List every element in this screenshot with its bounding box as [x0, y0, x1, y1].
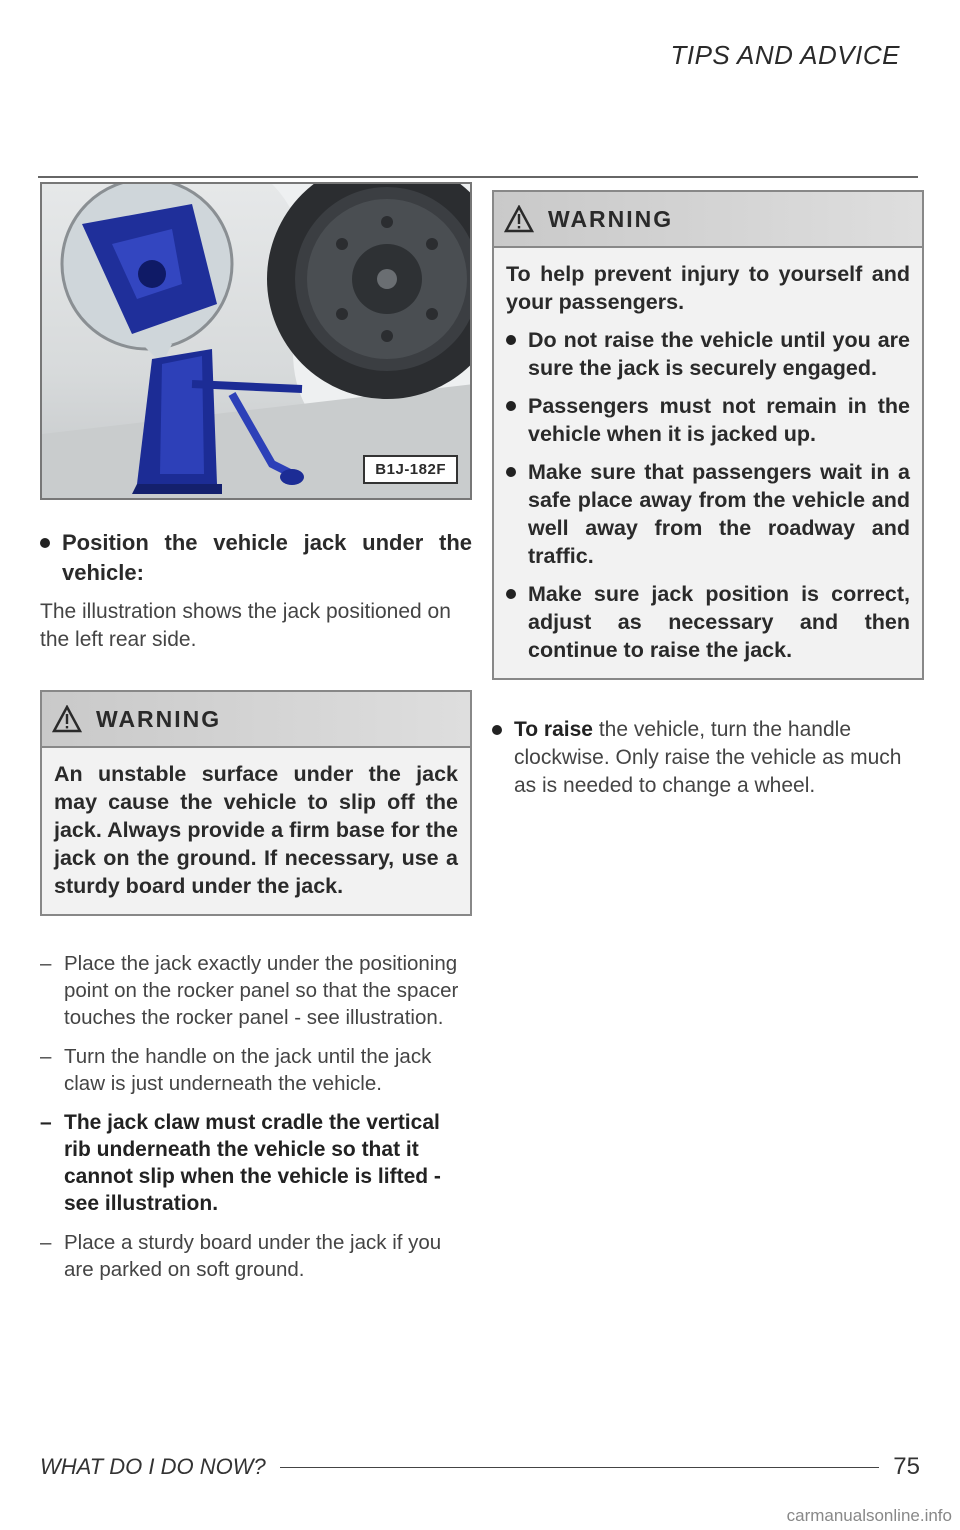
car-jack-wheel-illustration — [42, 184, 472, 500]
step-item: – Place a sturdy board under the jack if you are parked on soft ground. — [40, 1231, 442, 1281]
warning-title: WARNING — [96, 705, 222, 732]
warning-item: Do not raise the vehicle until you are sure the jack is securely engaged. — [506, 326, 910, 382]
page-number: 75 — [893, 1453, 920, 1480]
warning-triangle-icon — [52, 705, 82, 733]
bullet-icon — [40, 538, 50, 548]
warning-item: Make sure jack position is correct, adjust as necessary and then continue to raise the jack. — [506, 580, 910, 664]
raise-instruction: To raise the vehicle, turn the handle clockwise. Only raise the vehicle as much as is needed to change a wheel. — [492, 716, 924, 800]
step-item-important: – The jack claw must cradle the vertical rib underneath the vehicle so that it cannot slip when the vehicle is lifted - see illustration. — [40, 1111, 441, 1215]
jack-illustration — [40, 182, 472, 500]
illustration-description: The illustration shows the jack positioned on the left rear side. — [40, 600, 451, 651]
position-jack-heading: Position the vehicle jack under the vehicle: — [40, 528, 472, 588]
bullet-icon — [506, 401, 516, 411]
header-rule — [38, 176, 918, 178]
warning-item: Make sure that passengers wait in a safe place away from the vehicle and well away from the roadway and traffic. — [506, 458, 910, 570]
page-header: TIPS AND ADVICE — [670, 40, 900, 70]
right-column — [492, 190, 924, 800]
bullet-icon — [492, 725, 502, 735]
section-title: WHAT DO I DO NOW? — [40, 1454, 266, 1479]
page-footer — [40, 1452, 920, 1482]
bullet-icon — [506, 335, 516, 345]
warning-item: Passengers must not remain in the vehicle when it is jacked up. — [506, 392, 910, 448]
bullet-icon — [506, 467, 516, 477]
figure-code: B1J-182F — [363, 455, 458, 484]
warning-intro: To help prevent injury to yourself and your passengers. — [506, 262, 910, 314]
step-list — [40, 950, 472, 1283]
warning-box-surface — [40, 690, 472, 916]
warning-triangle-icon — [504, 205, 534, 233]
left-column — [40, 528, 472, 1295]
warning-title: WARNING — [548, 205, 674, 232]
footer-rule — [280, 1467, 880, 1468]
step-item: – Turn the handle on the jack until the jack claw is just underneath the vehicle. — [40, 1045, 432, 1095]
step-item: – Place the jack exactly under the positioning point on the rocker panel so that the spacer touches the rocker panel - see illustration. — [40, 952, 459, 1029]
warning-box-passengers — [492, 190, 924, 680]
warning-header — [42, 692, 470, 748]
warning-header — [494, 192, 922, 248]
bullet-icon — [506, 589, 516, 599]
watermark: carmanualsonline.info — [786, 1506, 952, 1525]
warning-text: An unstable surface under the jack may cause the vehicle to slip off the jack. Always provide a firm base for the jack on the ground. If necessary, use a sturdy board under the jack. — [54, 762, 458, 898]
